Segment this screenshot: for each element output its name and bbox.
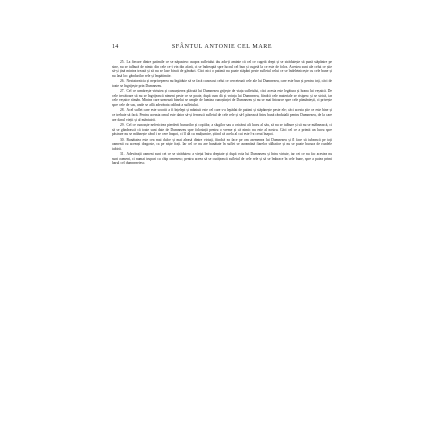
paragraph (112, 152, 332, 166)
paragraph-text: Adevărații oameni sunt cei ce se străduiesc a viețui întru dreptate și după voia lui Dumnezeu și întru virtute, iar cei ce nu fac acestea nu sunt oameni, ci numai trupuri cu chip omenesc; pentru aceea să se curățească sufletul de cele rele și să se îmbrace în cele bune, spre a putea primi harul cel dumnezeiesc. (112, 152, 332, 166)
paragraph-text: Cel ce cunoaște nefericirea pierderii bunurilor și copiilor, a slugilor sau a oricărui alt lucru al său, să nu se tulbure și să nu se mâhnească, ci să se gândească că toate sunt date de Dumnezeu spre folosință pentru o vreme și că nimic nu este al nostru. Căci cel ce a primit un lucru spre păstrare nu se mâhnește când i se cere înapoi, ci îl dă cu mulțumire, știind că acela al cui este l-a cerut înapoi. (112, 123, 332, 137)
page-body (112, 60, 332, 415)
paragraph-text: Cel ce urmărește virtutea și cunoașterea plăcută lui Dumnezeu grijește de viața sufletului, căci acesta este legătura și hrana lui veșnică. De cele trecătoare să nu se îngrijească nimeni peste ce se poate, după cum dă și voința lui Dumnezeu, fiindcă cele materiale se risipesc și se strică, iar cele veșnice rămân. Mintea care urmează binelui se umple de lumina cunoștinței de Dumnezeu și nu se mai întoarce spre cele pământești, ci privește spre cele de sus, unde se află adevărata odihnă a sufletului. (112, 89, 332, 107)
paragraph-number: 26. (120, 79, 125, 84)
paragraph-number: 29. (120, 123, 125, 128)
running-title: SFÂNTUL ANTONIE CEL MARE (171, 44, 273, 50)
paragraph-text: La fiecare dintre patimile ce se năpustesc asupra sufletului tău adu-ți aminte că cel ce cugetă drept și se străduiește să pună stăpânire pe sine, nu se tulbură de nimic din cele ce-i vin din afară, ci se îndreaptă spre lucrul cel bun și cugetă la ce este de folos. Acestea sunt ale celui ce știe să-și țină mintea trează și să nu se lase biruit de gânduri. Căci nici o patimă nu poate stăpâni peste sufletul celui ce se îndeletnicește cu cele bune și nu lasă loc gândurilor rele și împătimite. (112, 60, 332, 78)
paragraph-text: Acel suflet care este socotit a fi înțelept și mântuit este cel care s-a lepădat de patimi și stăpânește peste ele; căci acesta știe ce este bine și ce trebuie să facă. Pentru aceasta omul este dator să-și ferească sufletul de cele rele și să-l păzească întru bună rânduială pentru Dumnezeu, de la care are darul vieții și al mântuirii. (112, 108, 332, 122)
paragraph-number: 30. (120, 137, 125, 142)
paragraph-number: 28. (120, 108, 125, 113)
paragraph-text: Nestatornicia și nepriceperea nu îngăduie să se facă cunoscut celui ce cercetează cele ale lui Dumnezeu, care este bun și pentru toți, căci de toate se îngrijește prin Dumnezeu. (112, 79, 332, 88)
page-number: 14 (112, 44, 119, 50)
paragraph (112, 89, 332, 107)
paragraph-number: 25. (120, 60, 125, 64)
paragraph (112, 79, 332, 88)
paragraph (112, 123, 332, 137)
paragraph (112, 60, 332, 78)
paragraph-number: 31. (120, 152, 125, 157)
paragraph-number: 27. (120, 89, 125, 94)
paragraph (112, 108, 332, 122)
paragraph (112, 138, 332, 152)
paragraph-text: Bunătatea este cea mai dulce și mai aleasă dintre virtuți, fiindcă ea face pe om asemenea lui Dumnezeu și îl face să iubească pe toți oamenii cu aceeași dragoste, ca pe niște frați. Iar cel ce nu are bunătate în suflet se aseamănă fiarelor sălbatice și nu se poate bucura de roadele iubirii. (112, 137, 332, 151)
page-header (112, 44, 332, 54)
